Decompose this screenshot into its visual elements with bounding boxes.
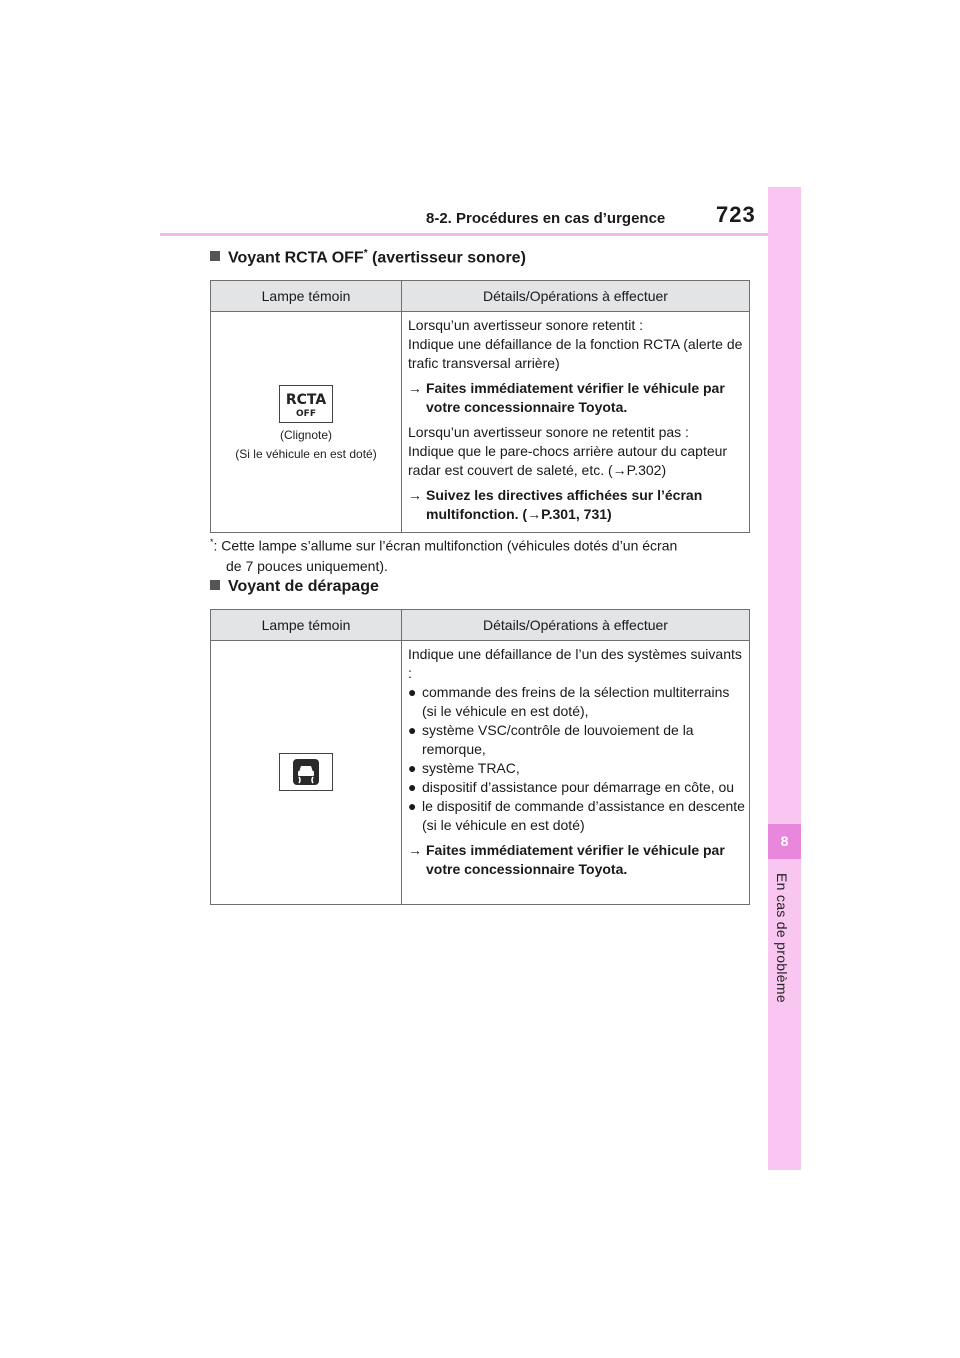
condition-text: Lorsqu’un avertisseur sonore ne retentit pas :	[408, 424, 689, 440]
page-header	[160, 200, 768, 236]
condition-text: Lorsqu’un avertisseur sonore retentit :	[408, 317, 644, 333]
square-bullet-icon	[210, 251, 220, 261]
list-item: ● le dispositif de commande d’assistance en descente (si le véhicule en est doté)	[408, 798, 745, 833]
page-ref-link[interactable]: P.302	[626, 462, 662, 478]
rcta-off-icon	[279, 385, 333, 423]
section-title: 8-2. Procédures en cas d’urgence	[426, 210, 666, 227]
list-item: ● système TRAC,	[408, 760, 520, 776]
square-bullet-icon	[210, 580, 220, 590]
chapter-number: 8	[768, 824, 801, 859]
list-item: ● dispositif d’assistance pour démarrage en côte, ou	[408, 779, 735, 795]
header-rule	[160, 233, 768, 236]
description-text: Indique une défaillance de la fonction RCTA (alerte de trafic transversal arrière)	[408, 336, 743, 371]
description-text: Indique une défaillance de l’un des systèmes suivants :	[408, 646, 742, 681]
col-lamp-header: Lampe témoin	[211, 281, 402, 312]
lamp-cell	[211, 312, 402, 533]
lamp-caption-equipped: (Si le véhicule en est doté)	[235, 447, 377, 461]
chapter-title: En cas de problème	[774, 873, 790, 1003]
details-cell	[402, 641, 750, 905]
section-heading-slip: Voyant de dérapage	[210, 578, 379, 596]
footnote: *: Cette lampe s’allume sur l’écran multifonction (véhicules dotés d’un écran de 7 pouces uniquement).	[210, 537, 678, 574]
section-heading-rcta: Voyant RCTA OFF* (avertisseur sonore)	[210, 248, 526, 267]
col-details-header: Détails/Opérations à effectuer	[402, 610, 750, 641]
chapter-side-tab[interactable]	[768, 187, 801, 1170]
page-ref-link[interactable]: P.301, 731	[541, 506, 608, 522]
slip-table	[210, 609, 750, 905]
rcta-table	[210, 280, 750, 533]
lamp-caption-flash: (Clignote)	[279, 428, 333, 442]
svg-text:OFF: OFF	[296, 409, 316, 419]
page-number: 723	[716, 202, 756, 227]
list-item: ● commande des freins de la sélection multiterrains (si le véhicule en est doté),	[408, 684, 730, 719]
col-details-header: Détails/Opérations à effectuer	[402, 281, 750, 312]
action-text: → Faites immédiatement vérifier le véhicule par votre concessionnaire Toyota.	[408, 380, 725, 415]
description-text: Indique que le pare-chocs arrière autour du capteur radar est couvert de saleté, etc. (→P.302)	[408, 443, 728, 478]
action-text: → Faites immédiatement vérifier le véhicule par votre concessionnaire Toyota.	[408, 842, 725, 877]
action-text: → Suivez les directives affichées sur l’écran multifonction. (→P.301, 731)	[408, 487, 703, 522]
svg-text:RCTA: RCTA	[285, 392, 327, 408]
list-item: ● système VSC/contrôle de louvoiement de la remorque,	[408, 722, 694, 757]
lamp-cell	[211, 641, 402, 905]
details-cell	[402, 312, 750, 533]
col-lamp-header: Lampe témoin	[211, 610, 402, 641]
slip-indicator-icon	[279, 753, 333, 791]
